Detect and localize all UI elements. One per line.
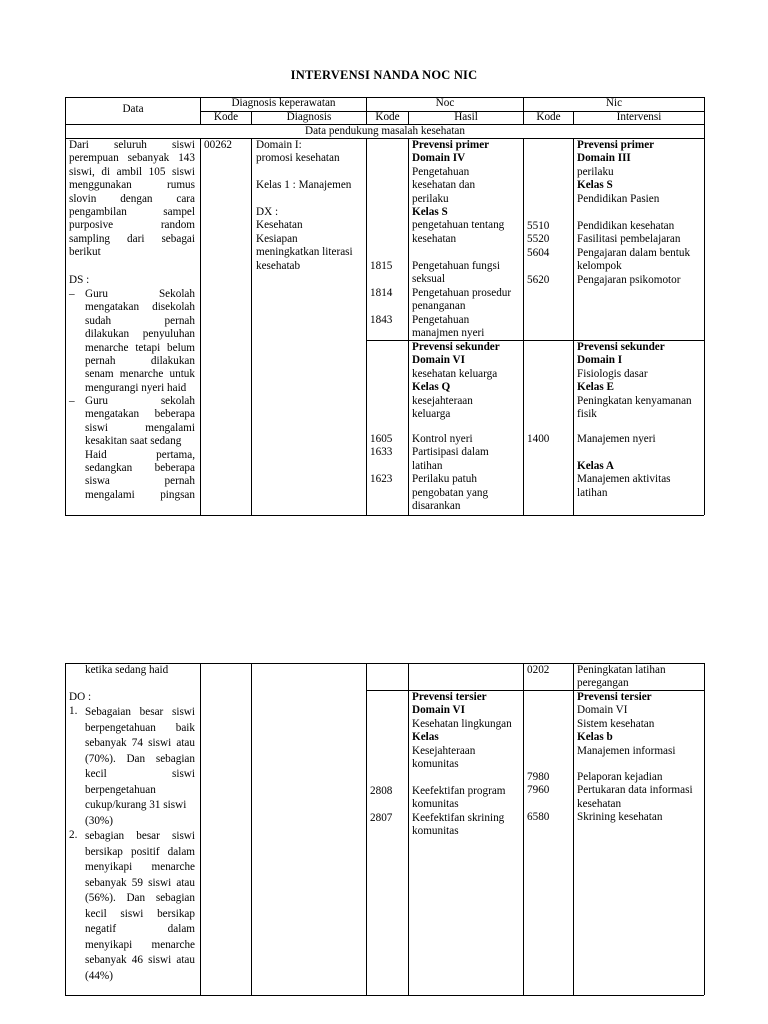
data-intro: Dari seluruh siswi perempuan sebanyak 143 siswi, di ambil 105 siswi menggunakan rumus slovin dengan cara pengambilan sampel purposive random sampling dari sebagai berikut	[69, 139, 195, 259]
header-noc: Noc	[435, 97, 455, 109]
do-num-1: 1.	[69, 705, 78, 717]
noc-item-1814: Pengetahuan prosedur penanganan	[412, 287, 512, 313]
do-label: DO :	[69, 691, 92, 703]
noc-prevensi-primer: Prevensi primer Domain IV Pengetahuan kesehatan dan perilaku Kelas S pengetahuan tentang kesehatan	[412, 139, 505, 245]
nic-item-0202: Peningkatan latihan peregangan	[577, 664, 666, 690]
noc-kode-1843: 1843	[370, 314, 393, 326]
ds-item-1: Guru Sekolah mengatakan disekolah sudah pernah dilakukan penyuluhan menarche tetapi belum pernah dilakukan senam menarche untuk mengurangi nyeri haid	[85, 288, 195, 394]
noc-item-2808: Keefektifan program komunitas	[412, 785, 506, 811]
data-continued: ketika sedang haid	[85, 664, 169, 676]
noc-item-1815: Pengetahuan fungsi seksual	[412, 260, 500, 286]
noc-prevensi-sekunder: Prevensi sekunder Domain VI kesehatan keluarga Kelas Q kesejahteraan keluarga	[412, 341, 500, 421]
header-diagnosis: Diagnosis	[286, 111, 332, 123]
nic-kodes-tersier: 7980 7960 6580	[527, 771, 550, 824]
header-intervensi: Intervensi	[616, 111, 662, 123]
noc-kodes-sekunder: 1605 1633 1623	[370, 433, 393, 486]
nic-prevensi-sekunder: Prevensi sekunder Domain I Fisiologis dasar Kelas E Peningkatan kenyamanan fisik	[577, 341, 692, 421]
header-data: Data	[122, 103, 144, 115]
noc-items-sekunder: Kontrol nyeri Partisipasi dalam latihan Perilaku patuh pengobatan yang disarankan	[412, 433, 489, 513]
ds-item-2: Guru sekolah mengatakan beberapa siswi mengalami kesakitan saat sedang Haid pertama, sedangkan beberapa siswa pernah mengalami pingsan	[85, 395, 195, 501]
header-kode-diagnosis: Kode	[213, 111, 239, 123]
diagnosis-kode: 00262	[204, 139, 232, 151]
noc-kode-1815: 1815	[370, 260, 393, 272]
nic-items-tersier: Pelaporan kejadian Pertukaran data informasi kesehatan Skrining kesehatan	[577, 771, 693, 824]
nic-kodes-primer: 5510 5520 5604 5620	[527, 220, 550, 286]
diagnosis-text: Domain I: promosi kesehatan Kelas 1 : Manajemen DX : Kesehatan Kesiapan meningkatkan literasi kesehatab	[256, 139, 353, 272]
nic-items-primer: Pendidikan kesehatan Fasilitasi pembelajaran Pengajaran dalam bentuk kelompok Pengajaran psikomotor	[577, 220, 691, 286]
noc-kode-2807: 2807	[370, 812, 393, 824]
ds-bullet-1: –	[69, 288, 75, 300]
ds-bullet-2: –	[69, 395, 75, 407]
nic-item-1400: Manajemen nyeri Kelas A Manajemen aktivitas latihan	[577, 433, 671, 499]
support-data-row: Data pendukung masalah kesehatan	[305, 125, 465, 137]
noc-item-2807: Keefektifan skrining komunitas	[412, 812, 505, 838]
header-diagnosis-keperawatan: Diagnosis keperawatan	[231, 97, 336, 109]
nic-prevensi-primer: Prevensi primer Domain III perilaku Kelas S Pendidikan Pasien	[577, 139, 660, 205]
ds-label: DS :	[69, 274, 90, 286]
nic-kode-1400: 1400	[527, 433, 550, 445]
noc-item-1843: Pengetahuan manajmen nyeri	[412, 314, 485, 340]
document-title: INTERVENSI NANDA NOC NIC	[290, 68, 478, 82]
nic-prevensi-tersier: Prevensi tersier Domain VI Sistem kesehatan Kelas b Manajemen informasi	[577, 691, 676, 757]
do-item-1: Sebagaian besar siswi berpengetahuan baik sebanyak 74 siswi atau (70%). Dan sebagian kecil siswi berpengetahuan cukup/kurang 31 siswi (30%)	[85, 706, 195, 827]
do-num-2: 2.	[69, 829, 78, 841]
noc-prevensi-tersier: Prevensi tersier Domain VI Kesehatan lingkungan Kelas Kesejahteraan komunitas	[412, 691, 512, 771]
noc-kode-1814: 1814	[370, 287, 393, 299]
do-item-2: sebagian besar siswi bersikap positif dalam menyikapi menarche sebanyak 59 siswi atau (56%). Dan sebagian kecil siswi bersikap negatif dalam menyikapi menarche sebanyak 46 siswi atau (44%)	[85, 830, 195, 982]
nic-kode-0202: 0202	[527, 664, 550, 676]
header-hasil: Hasil	[454, 111, 478, 123]
header-kode-nic: Kode	[536, 111, 561, 123]
header-kode-noc: Kode	[375, 111, 400, 123]
header-nic: Nic	[605, 97, 623, 109]
noc-kode-2808: 2808	[370, 785, 393, 797]
